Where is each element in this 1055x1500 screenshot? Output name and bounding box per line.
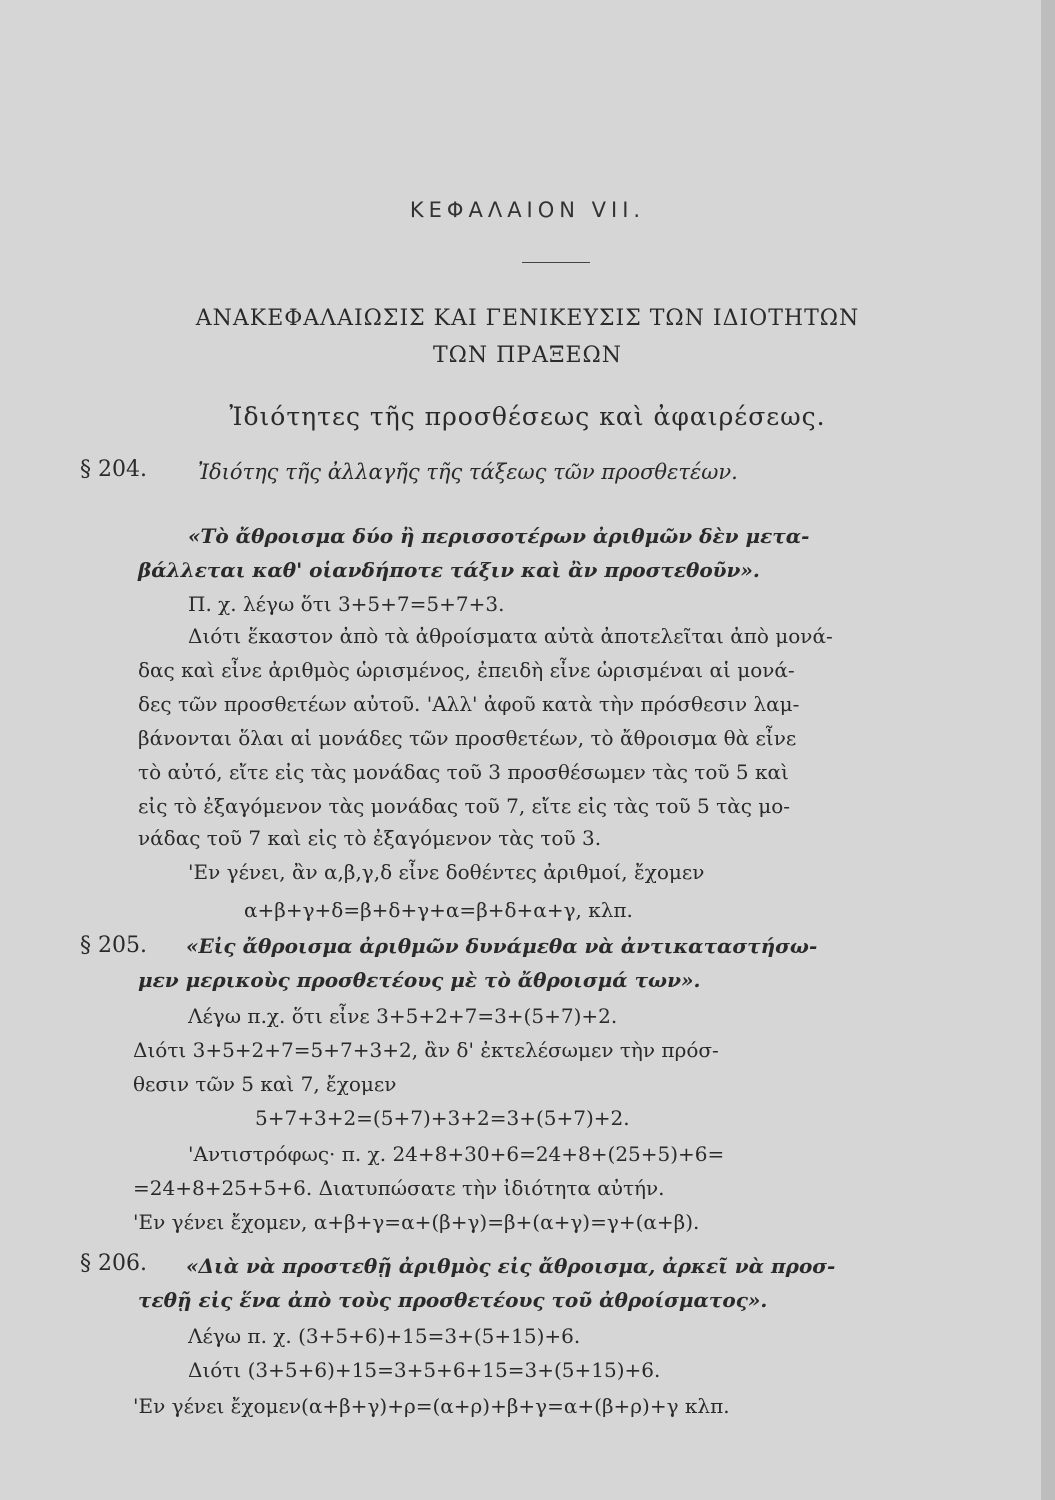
formula-line: α+β+γ+δ=β+δ+γ+α=β+δ+α+γ, κλπ.: [244, 898, 633, 922]
section-number-205: § 205.: [80, 933, 147, 958]
section-number-204: § 204.: [80, 457, 147, 482]
text-line: τὸ αὐτό, εἴτε εἰς τὰς μονάδας τοῦ 3 προσθέσωμεν τὰς τοῦ 5 καὶ: [138, 760, 789, 784]
text-line: 'Εν γένει ἔχομεν, α+β+γ=α+(β+γ)=β+(α+γ)=γ+(α+β).: [133, 1210, 700, 1234]
section-heading-206: «Διὰ νὰ προστεθῇ ἀριθμὸς εἰς ἄθροισμα, ἀρκεῖ νὰ προσ-: [186, 1254, 836, 1278]
text-line: 'Εν γένει, ἂν α,β,γ,δ εἶνε δοθέντες ἀριθμοί, ἔχομεν: [188, 860, 705, 884]
text-line: Διότι (3+5+6)+15=3+5+6+15=3+(5+15)+6.: [188, 1358, 661, 1382]
chapter-title-line-1: ΑΝΑΚΕΦΑΛΑΙΩΣΙΣ ΚΑΙ ΓΕΝΙΚΕΥΣΙΣ ΤΩΝ ΙΔΙΟΤΗΤΩΝ: [195, 306, 860, 331]
text-line: βάνονται ὅλαι αἱ μονάδες τῶν προσθετέων, τὸ ἄθροισμα θὰ εἶνε: [138, 726, 797, 750]
section-heading-204: Ἰδιότης τῆς ἀλλαγῆς τῆς τάξεως τῶν προσθετέων.: [198, 460, 738, 484]
formula-line: 5+7+3+2=(5+7)+3+2=3+(5+7)+2.: [255, 1106, 630, 1130]
text-line: Π. χ. λέγω ὅτι 3+5+7=5+7+3.: [188, 592, 505, 616]
text-line: Λέγω π.χ. ὅτι εἶνε 3+5+2+7=3+(5+7)+2.: [188, 1004, 618, 1028]
text-line: τεθῇ εἰς ἕνα ἀπὸ τοὺς προσθετέους τοῦ ἀθροίσματος».: [138, 1288, 768, 1312]
text-line: Διότι 3+5+2+7=5+7+3+2, ἂν δ' ἐκτελέσωμεν τὴν πρόσ-: [133, 1038, 719, 1062]
text-line: μεν μερικοὺς προσθετέους μὲ τὸ ἄθροισμά των».: [138, 968, 701, 992]
text-line: 'Εν γένει ἔχομεν(α+β+γ)+ρ=(α+ρ)+β+γ=α+(β+ρ)+γ κλπ.: [133, 1394, 730, 1418]
page-edge: [1041, 0, 1055, 1500]
chapter-title-line-2: ΤΩΝ ΠΡΑΞΕΩΝ: [432, 343, 623, 368]
text-line: θεσιν τῶν 5 καὶ 7, ἔχομεν: [133, 1072, 397, 1096]
text-line: δες τῶν προσθετέων αὐτοῦ. 'Αλλ' ἀφοῦ κατὰ τὴν πρόσθεσιν λαμ-: [138, 692, 800, 716]
text-line: «Τὸ ἄθροισμα δύο ἢ περισσοτέρων ἀριθμῶν δὲν μετα-: [188, 524, 810, 548]
section-number-206: § 206.: [80, 1251, 147, 1276]
text-line: δας καὶ εἶνε ἀριθμὸς ὡρισμένος, ἐπειδὴ εἶνε ὡρισμέναι αἱ μονά-: [138, 658, 795, 682]
text-line: βάλλεται καθ' οἱανδήποτε τάξιν καὶ ἂν προστεθοῦν».: [138, 558, 760, 582]
text-line: Λέγω π. χ. (3+5+6)+15=3+(5+15)+6.: [188, 1324, 581, 1348]
text-line: =24+8+25+5+6. Διατυπώσατε τὴν ἰδιότητα αὐτήν.: [133, 1176, 665, 1200]
section-subtitle: Ἰδιότητες τῆς προσθέσεως καὶ ἀφαιρέσεως.: [229, 402, 826, 431]
text-line: νάδας τοῦ 7 καὶ εἰς τὸ ἐξαγόμενον τὰς τοῦ 3.: [138, 826, 602, 850]
text-line: Διότι ἕκαστον ἀπὸ τὰ ἀθροίσματα αὐτὰ ἀποτελεῖται ἀπὸ μονά-: [188, 624, 833, 648]
text-line: 'Αντιστρόφως· π. χ. 24+8+30+6=24+8+(25+5)+6=: [188, 1142, 725, 1166]
divider-rule: [522, 262, 590, 263]
text-line: εἰς τὸ ἐξαγόμενον τὰς μονάδας τοῦ 7, εἴτε εἰς τὰς τοῦ 5 τὰς μο-: [138, 794, 791, 818]
section-heading-205: «Εἰς ἄθροισμα ἀριθμῶν δυνάμεθα νὰ ἀντικαταστήσω-: [186, 934, 818, 958]
chapter-heading: ΚΕΦΑΛΑΙΟΝ VII.: [409, 198, 646, 222]
